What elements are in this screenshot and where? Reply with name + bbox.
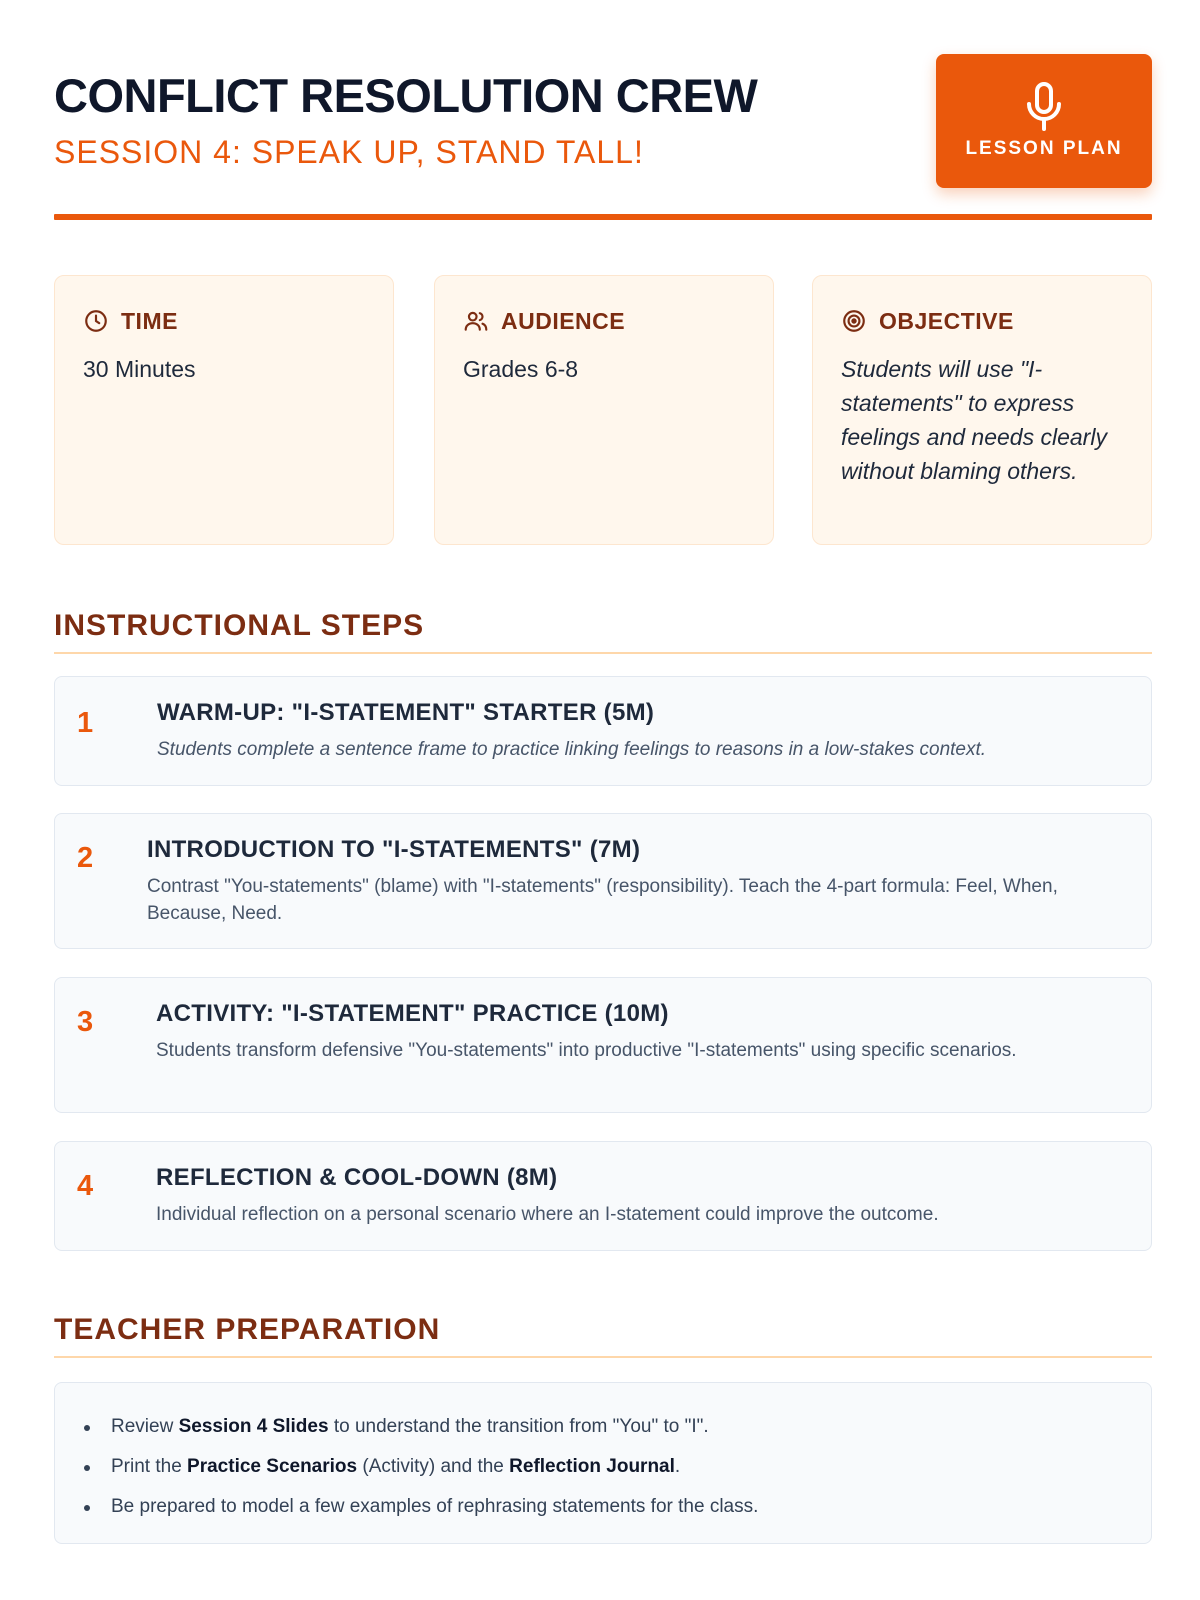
step-card (54, 977, 1152, 1113)
time-card-title: TIME (121, 307, 178, 334)
page-title: CONFLICT RESOLUTION CREW (54, 69, 758, 122)
list-item: Review Session 4 Slides to understand the transition from "You" to "I". (111, 1407, 1121, 1447)
audience-card (434, 275, 774, 545)
step-description: Contrast "You-statements" (blame) with "I-statements" (responsibility). Teach the 4-part formula: Feel, When, Because, Need. (147, 876, 1058, 924)
header-divider (54, 214, 1152, 220)
badge-label: LESSON PLAN (965, 138, 1123, 159)
header (54, 54, 1152, 188)
prep-list (111, 1407, 1121, 1527)
lesson-plan-badge (936, 54, 1152, 188)
target-icon (841, 308, 867, 334)
time-value: 30 Minutes (83, 356, 196, 382)
audience-card-header (463, 306, 625, 336)
step-description: Individual reflection on a personal scenario where an I-statement could improve the outcome. (156, 1204, 939, 1225)
step-card (54, 1141, 1152, 1251)
step-title: ACTIVITY: "I-STATEMENT" PRACTICE (10M) (156, 1000, 669, 1027)
objective-card (812, 275, 1152, 545)
instructional-steps-heading: INSTRUCTIONAL STEPS (54, 609, 425, 642)
step-number: 4 (77, 1170, 94, 1202)
objective-value: Students will use "I-statements" to express feelings and needs clearly without blaming others. (841, 356, 1107, 484)
step-description: Students complete a sentence frame to practice linking feelings to reasons in a low-stakes context. (157, 739, 987, 760)
step-title: REFLECTION & COOL-DOWN (8M) (156, 1164, 558, 1191)
objective-card-header (841, 306, 1014, 336)
step-number: 3 (77, 1006, 94, 1038)
audience-card-title: AUDIENCE (501, 307, 626, 334)
list-item: Print the Practice Scenarios (Activity) and the Reflection Journal. (111, 1447, 1121, 1487)
time-card-header (83, 306, 178, 336)
step-card (54, 813, 1152, 949)
users-icon (463, 308, 489, 334)
step-title: INTRODUCTION TO "I-STATEMENTS" (7M) (147, 836, 641, 863)
prep-divider (54, 1356, 1152, 1358)
objective-card-title: OBJECTIVE (879, 307, 1014, 334)
time-card (54, 275, 394, 545)
lesson-plan-page (54, 0, 1152, 1600)
clock-icon (83, 308, 109, 334)
step-title: WARM-UP: "I-STATEMENT" STARTER (5M) (157, 699, 655, 726)
step-description: Students transform defensive "You-statements" into productive "I-statements" using specific scenarios. (156, 1040, 1017, 1061)
steps-divider (54, 652, 1152, 654)
step-card (54, 676, 1152, 786)
session-subtitle: SESSION 4: SPEAK UP, STAND TALL! (54, 134, 644, 170)
audience-value: Grades 6-8 (463, 356, 579, 382)
list-item: Be prepared to model a few examples of rephrasing statements for the class. (111, 1487, 1121, 1527)
teacher-preparation-heading: TEACHER PREPARATION (54, 1313, 441, 1346)
step-number: 1 (77, 707, 94, 739)
step-number: 2 (77, 842, 94, 874)
teacher-preparation-box (54, 1382, 1152, 1544)
microphone-icon (1024, 80, 1064, 134)
